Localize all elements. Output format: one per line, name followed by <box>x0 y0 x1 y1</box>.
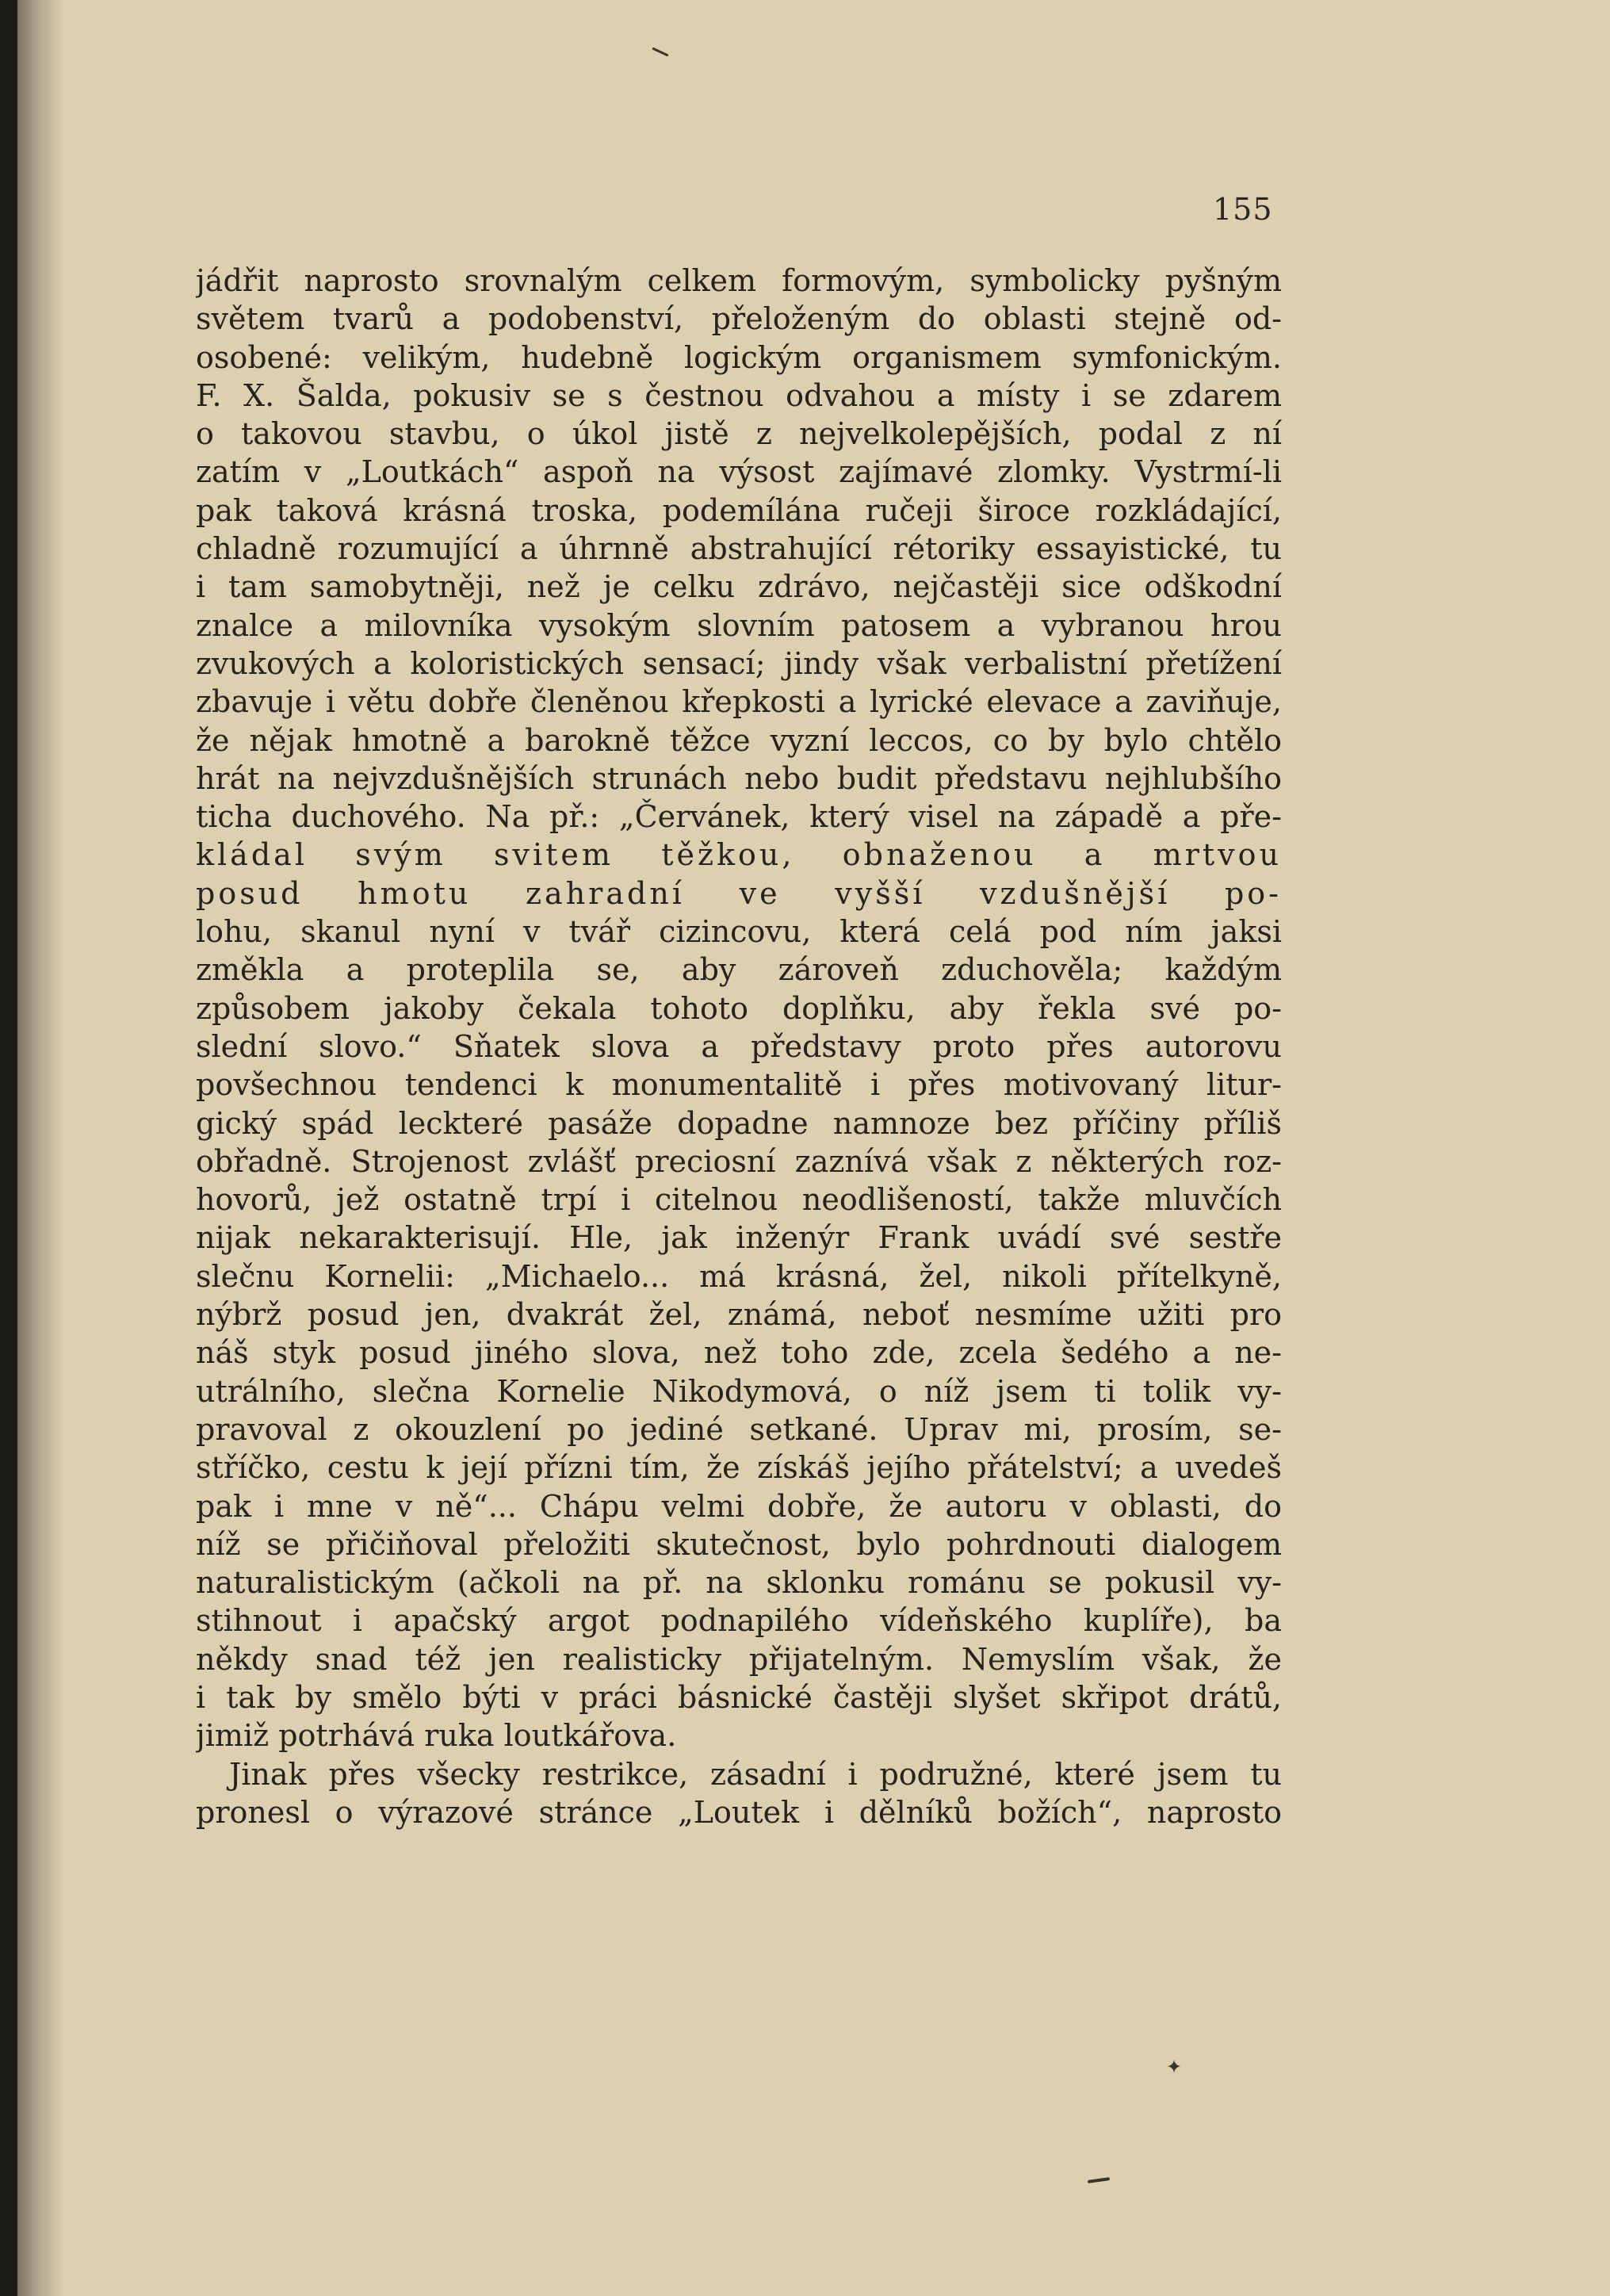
text-line: slečnu Kornelii: „Michaelo... má krásná, žel, nikoli přítelkyně, <box>196 1258 1282 1294</box>
text-line: jádřit naprosto srovnalým celkem formovým, symbolicky pyšným <box>196 263 1282 298</box>
text-line: o takovou stavbu, o úkol jistě z nejvelkolepějších, podal z ní <box>196 416 1282 452</box>
text-line: i tak by smělo býti v práci básnické častěji slyšet skřipot drátů, <box>196 1679 1282 1715</box>
text-line: hrát na nejvzdušnějších strunách nebo budit představu nejhlubšího <box>196 760 1282 796</box>
paragraph-start-line: Jinak přes všecky restrikce, zásadní i podružné, které jsem tu <box>229 1756 1282 1792</box>
text-line: i tam samobytněji, než je celku zdrávo, nejčastěji sice odškodní <box>196 569 1282 605</box>
text-line: chladně rozumující a úhrnně abstrahující rétoriky essayistické, tu <box>196 531 1282 567</box>
text-line: naturalistickým (ačkoli na př. na sklonku románu se pokusil vy- <box>196 1565 1282 1601</box>
text-line: slední slovo.“ Sňatek slova a představy proto přes autorovu <box>196 1028 1282 1064</box>
text-line: ticha duchového. Na př.: „Červánek, který visel na západě a pře- <box>196 799 1282 835</box>
page-number: 155 <box>1213 192 1273 227</box>
text-line: někdy snad též jen realisticky přijatelným. Nemyslím však, že <box>196 1641 1282 1677</box>
signature-mark-icon: ✦ <box>1166 2056 1183 2078</box>
text-line: pak taková krásná troska, podemílána ručeji široce rozkládající, <box>196 492 1282 528</box>
book-page <box>17 0 1610 2296</box>
text-line: F. X. Šalda, pokusiv se s čestnou odvahou a místy i se zdarem <box>196 377 1282 413</box>
text-line: nýbrž posud jen, dvakrát žel, známá, neboť nesmíme užiti pro <box>196 1297 1282 1333</box>
text-line: světem tvarů a podobenství, přeloženým do oblasti stejně od- <box>196 301 1282 337</box>
text-line: utrálního, slečna Kornelie Nikodymová, o níž jsem ti tolik vy- <box>196 1373 1282 1409</box>
text-line: znalce a milovníka vysokým slovním patosem a vybranou hrou <box>196 607 1282 643</box>
text-line: náš styk posud jiného slova, než toho zde, zcela šedého a ne- <box>196 1335 1282 1371</box>
text-line: lohu, skanul nyní v tvář cizincovu, která celá pod ním jaksi <box>196 914 1282 950</box>
text-line-spaced: kládal svým svitem těžkou, obnaženou a mrtvou <box>196 837 1282 873</box>
body-text <box>196 262 1282 1831</box>
stray-ink-mark <box>652 47 668 56</box>
text-line: nijak nekarakterisují. Hle, jak inženýr Frank uvádí své sestře <box>196 1220 1282 1256</box>
text-line: obřadně. Strojenost zvlášť preciosní zaznívá však z některých roz- <box>196 1143 1282 1179</box>
text-line: pronesl o výrazové stránce „Loutek i dělníků božích“, naprosto <box>196 1794 1282 1830</box>
text-line: zvukových a koloristických sensací; jindy však verbalistní přetížení <box>196 645 1282 681</box>
text-line: pravoval z okouzlení po jediné setkané. Uprav mi, prosím, se- <box>196 1411 1282 1447</box>
text-line: gický spád leckteré pasáže dopadne namnoze bez příčiny příliš <box>196 1105 1282 1141</box>
text-line: níž se přičiňoval přeložiti skutečnost, bylo pohrdnouti dialogem <box>196 1526 1282 1562</box>
text-line: hovorů, jež ostatně trpí i citelnou neodlišeností, takže mluvčích <box>196 1182 1282 1218</box>
text-line: povšechnou tendenci k monumentalitě i přes motivovaný litur- <box>196 1067 1282 1103</box>
text-line: zbavuje i větu dobře členěnou křepkosti a lyrické elevace a zaviňuje, <box>196 684 1282 720</box>
text-line: stříčko, cestu k její přízni tím, že získáš jejího přátelství; a uvedeš <box>196 1450 1282 1486</box>
text-line: způsobem jakoby čekala tohoto doplňku, aby řekla své po- <box>196 990 1282 1026</box>
text-line: pak i mne v ně“... Chápu velmi dobře, že autoru v oblasti, do <box>196 1488 1282 1524</box>
page-gutter-shadow <box>17 0 65 2296</box>
text-line: stihnout i apačský argot podnapilého vídeňského kuplíře), ba <box>196 1603 1282 1639</box>
text-line: že nějak hmotně a barokně těžce vyzní leccos, co by bylo chtělo <box>196 722 1282 758</box>
stray-ink-mark <box>1088 2177 1110 2183</box>
paragraph-end-line: jimiž potrhává ruka loutkářova. <box>196 1718 677 1754</box>
text-line: osobené: velikým, hudebně logickým organismem symfonickým. <box>196 339 1282 375</box>
text-line: zatím v „Loutkách“ aspoň na výsost zajímavé zlomky. Vystrmí-li <box>196 454 1282 490</box>
text-line: změkla a proteplila se, aby zároveň zduchověla; každým <box>196 952 1282 988</box>
text-line-spaced: posud hmotu zahradní ve vyšší vzdušnější po- <box>196 875 1282 911</box>
